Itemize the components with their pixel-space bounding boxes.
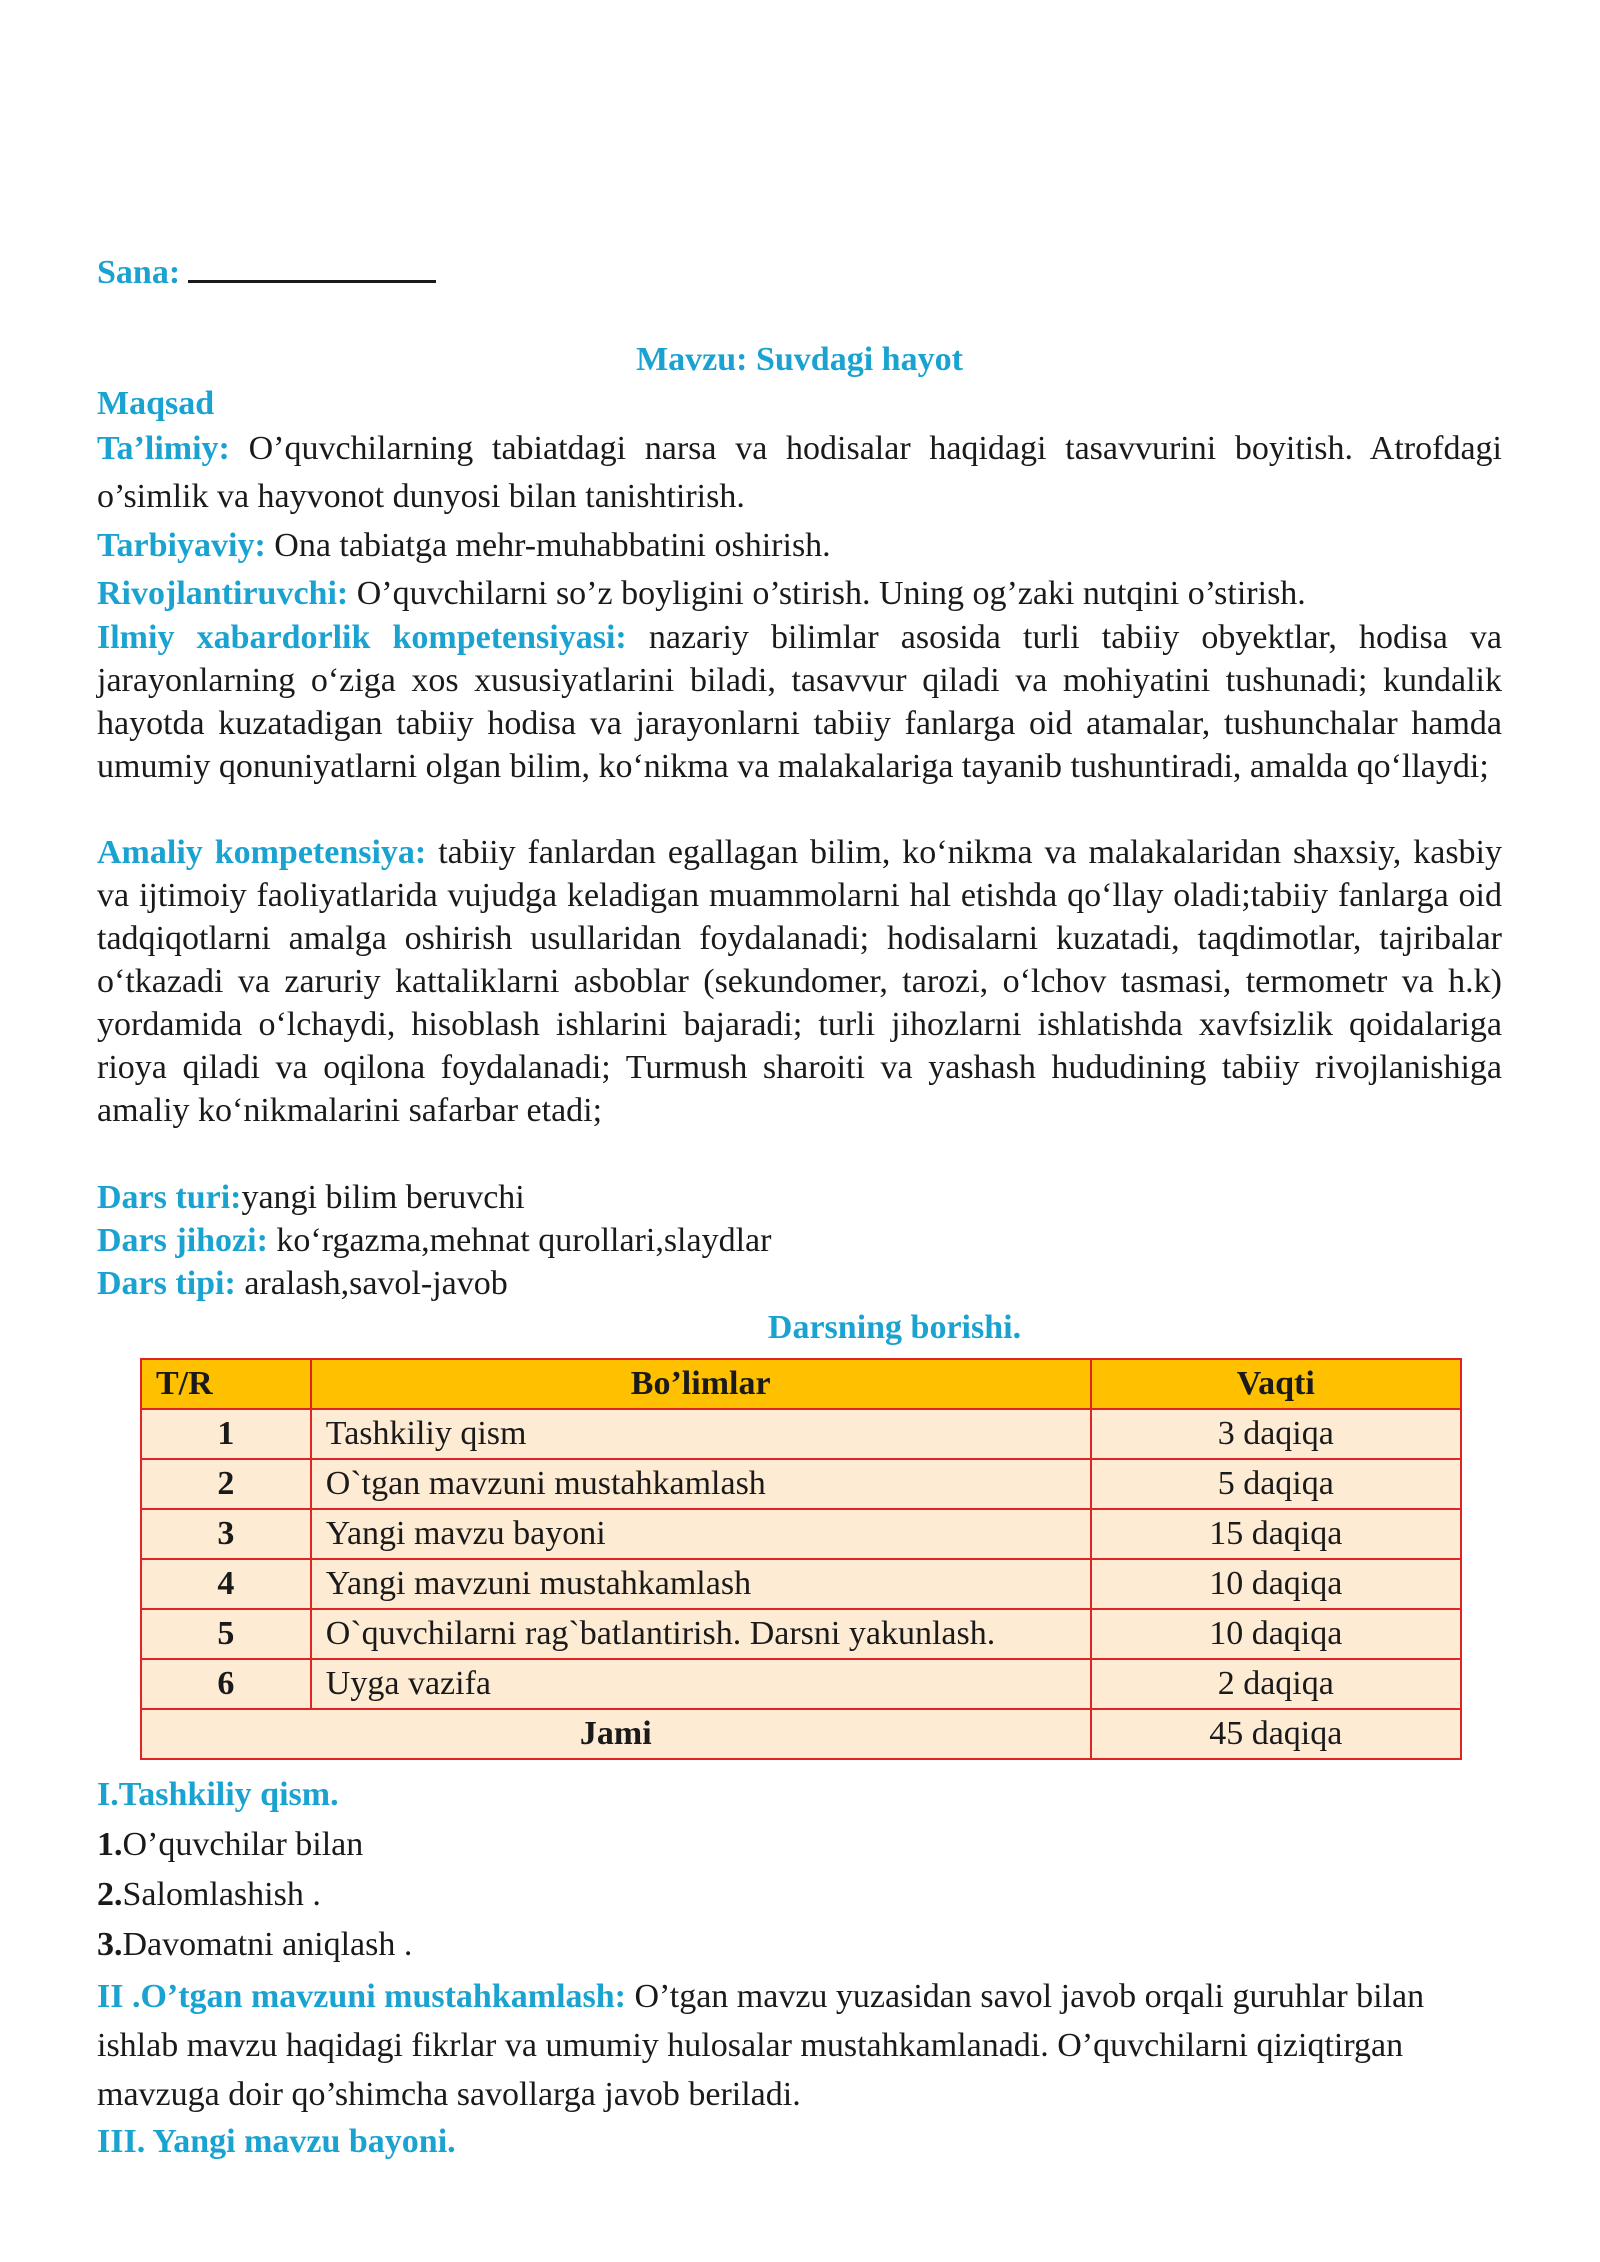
table-row	[141, 1509, 1461, 1559]
table-row	[141, 1409, 1461, 1459]
row-number: 1	[141, 1409, 311, 1459]
row-time: 15 daqiqa	[1091, 1509, 1461, 1559]
lesson-type-label: Dars turi:	[97, 1179, 242, 1216]
practical-competence-text: tabiiy fanlardan egallagan bilim, ko‘nikma va malakalaridan shaxsiy, kasbiy va ijtimoiy faoliyatlarida vujudga keladigan muammolarni hal etishda qo‘llay oladi;tabiiy fanlarga oid tadqiqotlarni amalga oshirish usullaridan foydalanadi; hodisalarni kuzatadi, taqdimotlar, tajribalar o‘tkazadi va zaruriy kattaliklarni asboblar (sekundomer, tarozi, o‘lchov tasmasi, termometr va h.k) yordamida o‘lchaydi, hisoblash ishlarini bajaradi; turli jihozlarni ishlatishda xavfsizlik qoidalariga rioya qiladi va oqilona foydalanadi; Turmush sharoiti va yashash hududining tabiiy rivojlanishiga amaliy ko‘nikmalarini safarbar etadi;	[97, 834, 1502, 1129]
goal-heading: Maqsad	[97, 385, 215, 422]
scientific-competence-label: Ilmiy xabardorlik kompetensiyasi:	[97, 619, 627, 656]
row-number: 5	[141, 1609, 311, 1659]
part1-item-text: O’quvchilar bilan	[122, 1826, 364, 1863]
table-row	[141, 1609, 1461, 1659]
row-section: O`quvchilarni rag`batlantirish. Darsni yakunlash.	[311, 1609, 1091, 1659]
table-total-row	[141, 1709, 1461, 1759]
part1-item-text: Salomlashish .	[122, 1876, 321, 1913]
developmental-goal-text: O’quvchilarni so’z boyligini o’stirish. Uning og’zaki nutqini o’stirish.	[348, 575, 1306, 612]
educational-goal	[97, 425, 1502, 521]
row-time: 10 daqiqa	[1091, 1609, 1461, 1659]
part1-item-text: Davomatni aniqlash .	[122, 1926, 413, 1963]
part1-item-number: 2.	[97, 1876, 123, 1913]
table-row	[141, 1459, 1461, 1509]
total-label: Jami	[141, 1709, 1091, 1759]
lesson-kind-text: aralash,savol-javob	[235, 1265, 508, 1302]
lesson-equipment-text: ko‘rgazma,mehnat qurollari,slaydlar	[267, 1222, 772, 1259]
part1-heading: I.Tashkiliy qism.	[97, 1776, 339, 1813]
developmental-goal	[97, 572, 1502, 615]
row-time: 5 daqiqa	[1091, 1459, 1461, 1509]
lesson-plan-table	[140, 1358, 1462, 1760]
lesson-type-text: yangi bilim beruvchi	[241, 1179, 525, 1216]
row-section: Tashkiliy qism	[311, 1409, 1091, 1459]
table-row	[141, 1659, 1461, 1709]
header-time: Vaqti	[1091, 1359, 1461, 1409]
table-header-row	[141, 1359, 1461, 1409]
row-time: 3 daqiqa	[1091, 1409, 1461, 1459]
educational-goal-label: Ta’limiy:	[97, 430, 230, 467]
row-time: 2 daqiqa	[1091, 1659, 1461, 1709]
scientific-competence-text: nazariy bilimlar asosida turli tabiiy obyektlar, hodisa va jarayonlarning o‘ziga xos xususiyatlarini biladi, tasavvur qiladi va mohiyatini tushunadi; kundalik hayotda kuzatadigan tabiiy hodisa va jarayonlarni tabiiy fanlarga oid atamalar, tushunchalar hamda umumiy qonuniyatlarni olgan bilim, ko‘nikma va malakalariga tayanib tushuntiradi, amalda qo‘llaydi;	[97, 619, 1502, 785]
row-section: Uyga vazifa	[311, 1659, 1091, 1709]
practical-competence	[97, 831, 1502, 1132]
lesson-equipment	[97, 1219, 1502, 1262]
part2	[97, 1972, 1502, 2119]
table-row	[141, 1559, 1461, 1609]
row-number: 2	[141, 1459, 311, 1509]
scientific-competence	[97, 616, 1502, 788]
date-line	[97, 250, 1502, 294]
part1-item-number: 3.	[97, 1926, 123, 1963]
part3-heading: III. Yangi mavzu bayoni.	[97, 2123, 456, 2160]
row-number: 3	[141, 1509, 311, 1559]
lesson-kind	[97, 1262, 1502, 1305]
lesson-type	[97, 1176, 1502, 1219]
lesson-title: Mavzu: Suvdagi hayot	[636, 341, 963, 378]
row-time: 10 daqiqa	[1091, 1559, 1461, 1609]
developmental-goal-label: Rivojlantiruvchi:	[97, 575, 349, 612]
part1-item	[97, 1923, 1502, 1966]
row-section: O`tgan mavzuni mustahkamlash	[311, 1459, 1091, 1509]
plan-title: Darsning borishi.	[767, 1309, 1022, 1346]
row-section: Yangi mavzuni mustahkamlash	[311, 1559, 1091, 1609]
lesson-kind-label: Dars tipi:	[97, 1265, 236, 1302]
upbringing-goal	[97, 524, 1502, 567]
upbringing-goal-text: Ona tabiatga mehr-muhabbatini oshirish.	[265, 527, 831, 564]
date-blank	[188, 250, 436, 283]
row-number: 6	[141, 1659, 311, 1709]
row-number: 4	[141, 1559, 311, 1609]
practical-competence-label: Amaliy kompetensiya:	[97, 834, 427, 871]
part1-item-number: 1.	[97, 1826, 123, 1863]
part1-item	[97, 1873, 1502, 1916]
part2-label: II .O’tgan mavzuni mustahkamlash:	[97, 1978, 626, 2015]
header-number: T/R	[141, 1359, 311, 1409]
header-sections: Bo’limlar	[311, 1359, 1091, 1409]
educational-goal-text: O’quvchilarning tabiatdagi narsa va hodisalar haqidagi tasavvurini boyitish. Atrofdagi o’simlik va hayvonot dunyosi bilan tanishtirish.	[97, 430, 1502, 515]
total-time: 45 daqiqa	[1091, 1709, 1461, 1759]
part1-item	[97, 1823, 1502, 1866]
date-label: Sana:	[97, 254, 181, 291]
upbringing-goal-label: Tarbiyaviy:	[97, 527, 266, 564]
part2-text: O’tgan mavzu yuzasidan savol javob orqali guruhlar bilan ishlab mavzu haqidagi fikrlar va umumiy hulosalar mustahkamlanadi. O’quvchilarni qiziqtirgan mavzuga doir qo’shimcha savollarga javob beriladi.	[97, 1978, 1425, 2113]
lesson-equipment-label: Dars jihozi:	[97, 1222, 268, 1259]
row-section: Yangi mavzu bayoni	[311, 1509, 1091, 1559]
